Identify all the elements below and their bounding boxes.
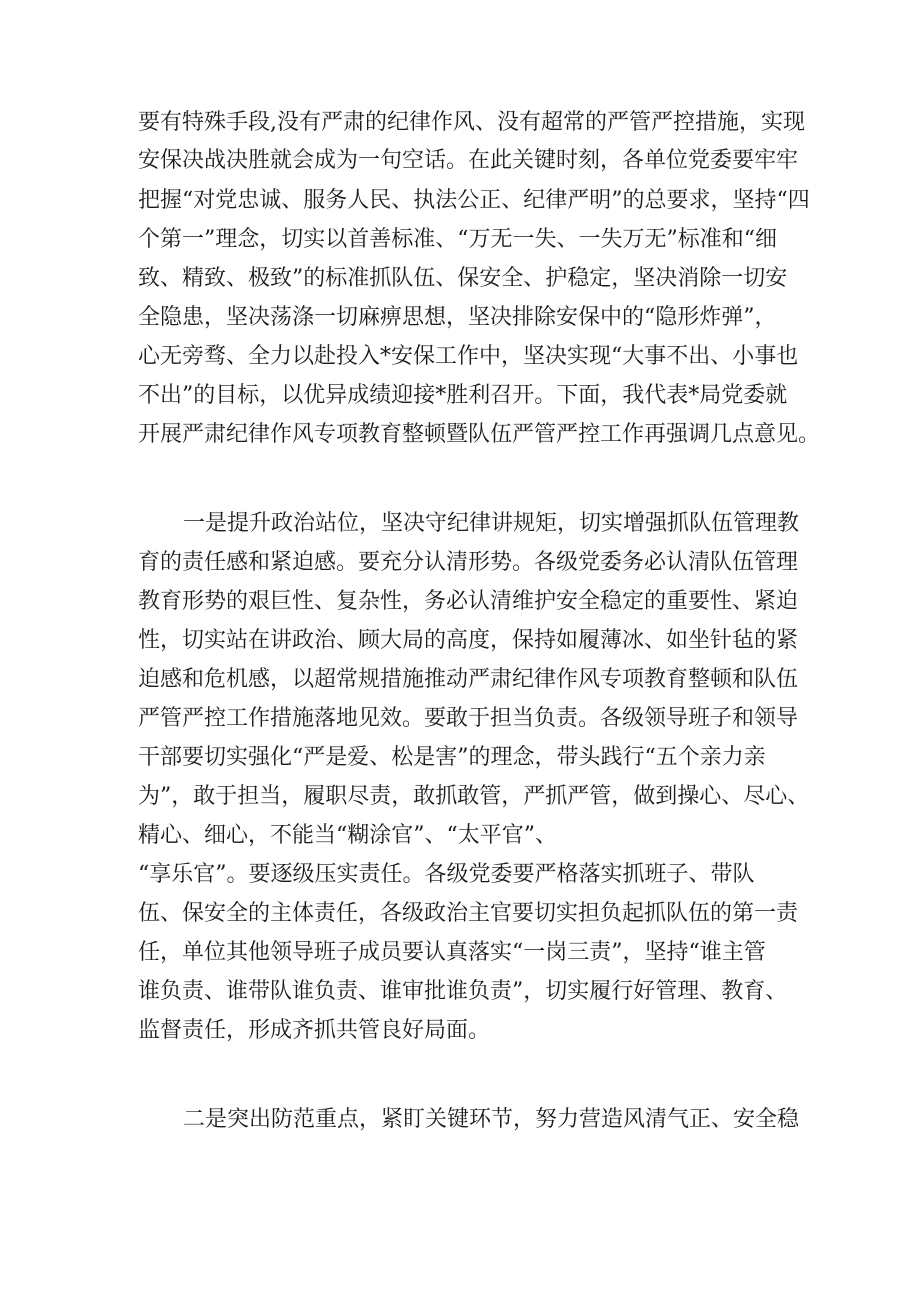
text-line: 为”，敢于担当，履职尽责，敢抓敢管，严抓严管，做到操心、尽心、 <box>138 784 810 809</box>
text-line: “享乐官”。要逐级压实责任。各级党委要严格落实抓班子、带队 <box>138 862 755 887</box>
text-line: 把握“对党忠诚、服务人民、执法公正、纪律严明”的总要求，坚持“四 <box>138 188 810 213</box>
text-line: 心无旁骛、全力以赴投入*安保工作中，坚决实现“大事不出、小事也 <box>138 344 799 369</box>
text-line: 不出”的目标，以优异成绩迎接*胜利召开。下面，我代表*局党委就 <box>138 383 788 408</box>
text-line: 监督责任，形成齐抓共管良好局面。 <box>138 1018 491 1043</box>
paragraph-start-line: 一是提升政治站位，坚决守纪律讲规矩，切实增强抓队伍管理教 <box>183 511 800 536</box>
text-line: 伍、保安全的主体责任，各级政治主官要切实担负起抓队伍的第一责 <box>138 901 799 926</box>
text-line: 个第一”理念，切实以首善标准、“万无一失、一失万无”标准和“细 <box>138 227 777 252</box>
text-line: 要有特殊手段,没有严肃的纪律作风、没有超常的严管严控措施，实现 <box>138 110 805 135</box>
text-line: 性，切实站在讲政治、顾大局的高度，保持如履薄冰、如坐针毡的紧 <box>138 628 799 653</box>
text-line: 全隐患，坚决荡涤一切麻痹思想，坚决排除安保中的“隐形炸弹”， <box>138 305 777 330</box>
text-line: 教育形势的艰巨性、复杂性，务必认清维护安全稳定的重要性、紧迫 <box>138 589 799 614</box>
text-line: 精心、细心，不能当“糊涂官”、“太平官”、 <box>138 823 557 848</box>
text-line: 任，单位其他领导班子成员要认真落实“一岗三责”，坚持“谁主管 <box>138 940 766 965</box>
text-line: 谁负责、谁带队谁负责、谁审批谁负责”，切实履行好管理、教育、 <box>138 979 788 1004</box>
text-line: 干部要切实强化“严是爱、松是害”的理念，带头践行“五个亲力亲 <box>138 745 766 770</box>
text-line: 安保决战决胜就会成为一句空话。在此关键时刻，各单位党委要牢牢 <box>138 148 799 173</box>
text-line: 严管严控工作措施落地见效。要敢于担当负责。各级领导班子和领导 <box>138 706 799 731</box>
text-line: 迫感和危机感，以超常规措施推动严肃纪律作风专项教育整顿和队伍 <box>138 667 799 692</box>
text-line: 开展严肃纪律作风专项教育整顿暨队伍严管严控工作再强调几点意见。 <box>138 422 821 447</box>
text-line: 育的责任感和紧迫感。要充分认清形势。各级党委务必认清队伍管理 <box>138 550 799 575</box>
paragraph-start-line: 二是突出防范重点，紧盯关键环节，努力营造风清气正、安全稳 <box>183 1107 800 1132</box>
text-line: 致、精致、极致”的标准抓队伍、保安全、护稳定，坚决消除一切安 <box>138 266 788 291</box>
